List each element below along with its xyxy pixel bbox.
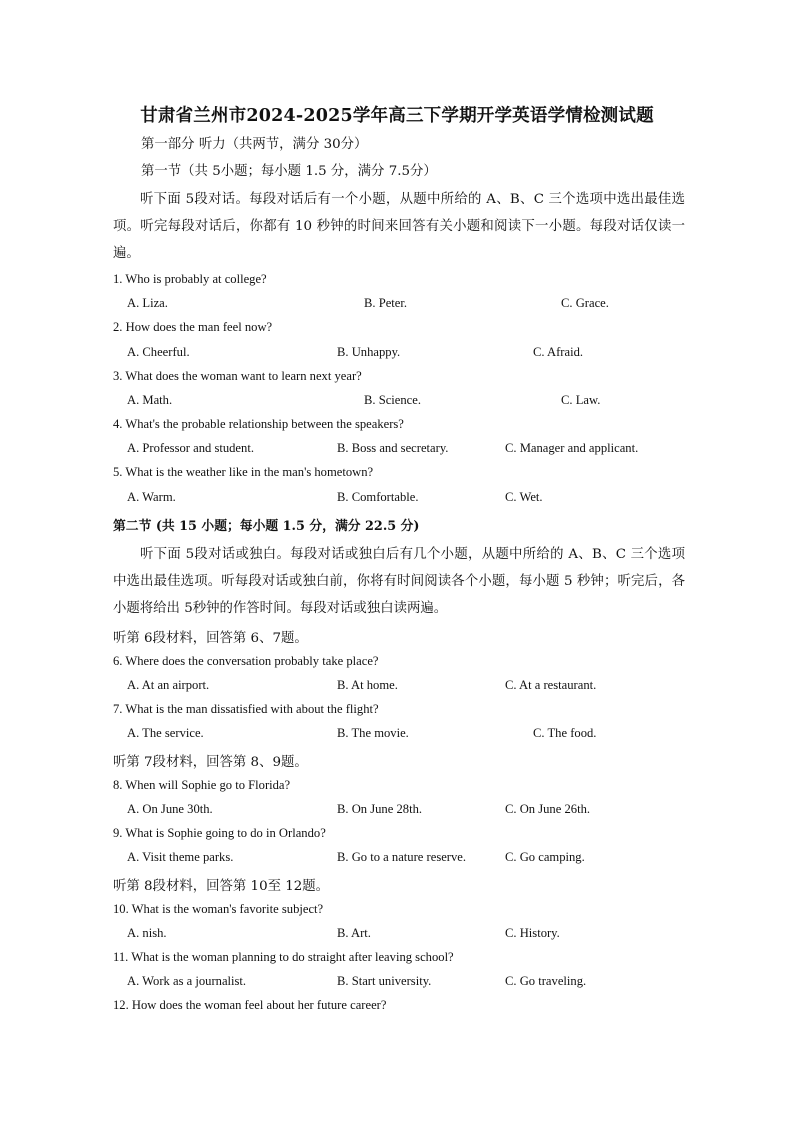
q4-option-b: B. Boss and secretary.	[337, 441, 449, 455]
q9-option-a: A. Visit theme parks.	[127, 850, 234, 864]
section1-instructions: 听下面 5段对话。每段对话后有一个小题，从题中所给的 A、B、C 三个选项中选出最佳选项。听完每段对话后，你都有 10 秒钟的时间来回答有关小题和阅读下一小题。每段对话仅读一遍。	[113, 192, 685, 261]
q1-option-b: B. Peter.	[364, 296, 408, 310]
section2-heading: 第二节 (共 15 小题；每小题 1.5 分，满分 22.5 分)	[113, 519, 420, 534]
listening-note-8: 听第 8段材料，回答第 10至 12题。	[113, 879, 330, 894]
q11-option-a: A. Work as a journalist.	[127, 974, 247, 988]
q11-option-c: C. Go traveling.	[505, 974, 587, 988]
q7-option-a: A. The service.	[127, 726, 204, 740]
q8-option-b: B. On June 28th.	[337, 802, 423, 816]
q3-option-b: B. Science.	[364, 393, 422, 407]
q10-option-c: C. History.	[505, 926, 560, 940]
page-title: 甘肃省兰州市2024-2025学年高三下学期开学英语学情检测试题	[140, 106, 654, 126]
q2-option-a: A. Cheerful.	[127, 345, 190, 359]
q1-option-a: A. Liza.	[127, 296, 168, 310]
question-12: 12. How does the woman feel about her future career?	[113, 998, 387, 1012]
q3-option-a: A. Math.	[127, 393, 173, 407]
q4-option-a: A. Professor and student.	[127, 441, 254, 455]
q5-option-c: C. Wet.	[505, 490, 543, 504]
q1-option-c: C. Grace.	[561, 296, 609, 310]
question-1: 1. Who is probably at college?	[113, 272, 267, 286]
q8-option-c: C. On June 26th.	[505, 802, 591, 816]
question-5: 5. What is the weather like in the man's hometown?	[113, 465, 374, 479]
q9-option-c: C. Go camping.	[505, 850, 585, 864]
question-7: 7. What is the man dissatisfied with about the flight?	[113, 702, 379, 716]
question-10: 10. What is the woman's favorite subject?	[113, 902, 324, 916]
part1-heading: 第一部分 听力（共两节，满分 30分）	[141, 137, 368, 152]
listening-note-7: 听第 7段材料，回答第 8、9题。	[113, 755, 308, 770]
q2-option-b: B. Unhappy.	[337, 345, 401, 359]
question-9: 9. What is Sophie going to do in Orlando?	[113, 826, 326, 840]
q5-option-b: B. Comfortable.	[337, 490, 419, 504]
q7-option-c: C. The food.	[533, 726, 597, 740]
q11-option-b: B. Start university.	[337, 974, 432, 988]
q6-option-b: B. At home.	[337, 678, 398, 692]
listening-note-6: 听第 6段材料，回答第 6、7题。	[113, 631, 308, 646]
q2-option-c: C. Afraid.	[533, 345, 584, 359]
question-3: 3. What does the woman want to learn next year?	[113, 369, 362, 383]
question-2: 2. How does the man feel now?	[113, 320, 273, 334]
q8-option-a: A. On June 30th.	[127, 802, 213, 816]
question-6: 6. Where does the conversation probably take place?	[113, 654, 379, 668]
section2-instructions: 听下面 5段对话或独白。每段对话或独白后有几个小题，从题中所给的 A、B、C 三个选项中选出最佳选项。听每段对话或独白前，你将有时间阅读各个小题，每小题 5 秒钟；听完后，各小题将给出 5秒钟的作答时间。每段对话或独白读两遍。	[113, 547, 685, 616]
q6-option-a: A. At an airport.	[127, 678, 210, 692]
q9-option-b: B. Go to a nature reserve.	[337, 850, 467, 864]
section1-heading: 第一节（共 5小题；每小题 1.5 分，满分 7.5分）	[141, 164, 437, 179]
question-11: 11. What is the woman planning to do straight after leaving school?	[113, 950, 454, 964]
q4-option-c: C. Manager and applicant.	[505, 441, 639, 455]
q5-option-a: A. Warm.	[127, 490, 176, 504]
question-4: 4. What's the probable relationship between the speakers?	[113, 417, 404, 431]
q7-option-b: B. The movie.	[337, 726, 409, 740]
q10-option-a: A. nish.	[127, 926, 167, 940]
q3-option-c: C. Law.	[561, 393, 601, 407]
q6-option-c: C. At a restaurant.	[505, 678, 597, 692]
q10-option-b: B. Art.	[337, 926, 371, 940]
question-8: 8. When will Sophie go to Florida?	[113, 778, 291, 792]
